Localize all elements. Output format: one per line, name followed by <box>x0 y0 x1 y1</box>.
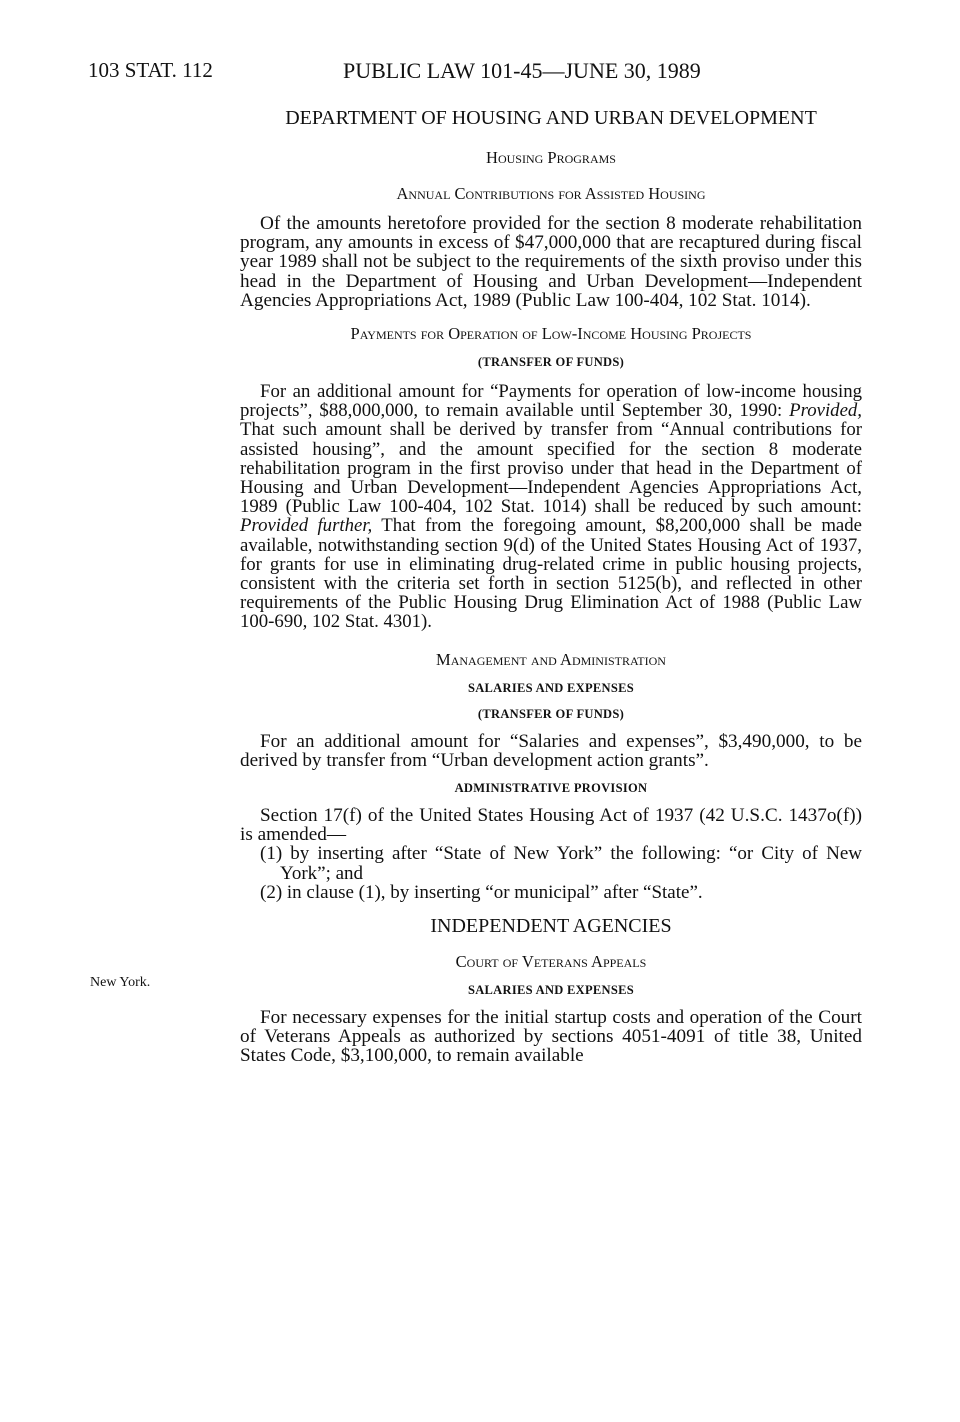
provided-1: Provided, <box>789 400 862 422</box>
payments-operation-paragraph <box>240 382 862 632</box>
court-salaries-subheading: SALARIES AND EXPENSES <box>467 983 635 998</box>
payments-operation-heading: Payments for Operation of Low-Income Housing Projects <box>350 324 752 344</box>
document-body <box>240 104 862 1066</box>
law-title: PUBLIC LAW 101-45—JUNE 30, 1989 <box>343 58 701 83</box>
management-salaries-subheading: SALARIES AND EXPENSES <box>467 680 635 695</box>
admin-provision-heading: ADMINISTRATIVE PROVISION <box>454 781 648 796</box>
annual-contributions-heading: Annual Contributions for Assisted Housing <box>396 184 706 203</box>
independent-agencies-heading: INDEPENDENT AGENCIES <box>430 915 672 938</box>
admin-provision-item-2: (2) in clause (1), by inserting “or municipal” after “State”. <box>260 881 703 903</box>
payments-text-1: For an additional amount for “Payments for operation of low-income housing projects”, $88,000,000, to remain available until September 30, 1990: <box>240 381 862 422</box>
management-paragraph: For an additional amount for “Salaries and expenses”, $3,490,000, to be derived by transfer from “Urban development action grants”. <box>240 730 862 771</box>
payments-text-3: That from the foregoing amount, $8,200,000 shall be made available, notwithstanding section 9(d) of the United States Housing Act of 1937, for grants for use in eliminating drug-related crime in public housing projects, consistent with the criteria set forth in section 5125(b), and reflected in other requirements of the Public Housing Drug Elimination Act of 1988 (Public Law 100-690, 102 Stat. 4301). <box>240 515 862 633</box>
department-heading: DEPARTMENT OF HOUSING AND URBAN DEVELOPMENT <box>285 107 817 129</box>
annual-contributions-paragraph: Of the amounts heretofore provided for the section 8 moderate rehabilitation program, any amounts in excess of $47,000,000 that are recaptured during fiscal year 1989 shall not be subject to the requirements of the sixth proviso under this head in the Department of Housing and Urban Development—Independent Agencies Appropriations Act, 1989 (Public Law 100-404, 102 Stat. 1014). <box>240 213 862 311</box>
margin-note-new-york: New York. <box>90 975 151 990</box>
admin-provision-intro: Section 17(f) of the United States Housing Act of 1937 (42 U.S.C. 1437o(f)) is amended— <box>240 805 862 846</box>
court-veterans-paragraph: For necessary expenses for the initial startup costs and operation of the Court of Veterans Appeals as authorized by sections 4051-4091 of title 38, United States Code, $3,100,000, to remain available <box>240 1007 862 1067</box>
provided-2: Provided further, <box>240 515 373 537</box>
payments-transfer-subheading: (TRANSFER OF FUNDS) <box>477 355 625 370</box>
admin-provision-item-1: (1) by inserting after “State of New York” the following: “or City of New York”; and <box>260 843 862 884</box>
stat-reference: 103 STAT. 112 <box>88 58 213 82</box>
payments-text-2: That such amount shall be derived by transfer from “Annual contributions for assisted housing”, and the amount specified for the section 8 moderate rehabilitation program in the first proviso under that head in the Department of Housing and Urban Development—Independent Agencies Appropriations Act, 1989 (Public Law 100-404, 102 Stat. 1014) shall be reduced by such amount: <box>240 419 862 518</box>
housing-programs-heading: Housing Programs <box>486 148 616 167</box>
management-transfer-subheading: (TRANSFER OF FUNDS) <box>477 706 625 721</box>
management-heading: Management and Administration <box>436 649 666 669</box>
court-veterans-heading: Court of Veterans Appeals <box>455 952 647 972</box>
